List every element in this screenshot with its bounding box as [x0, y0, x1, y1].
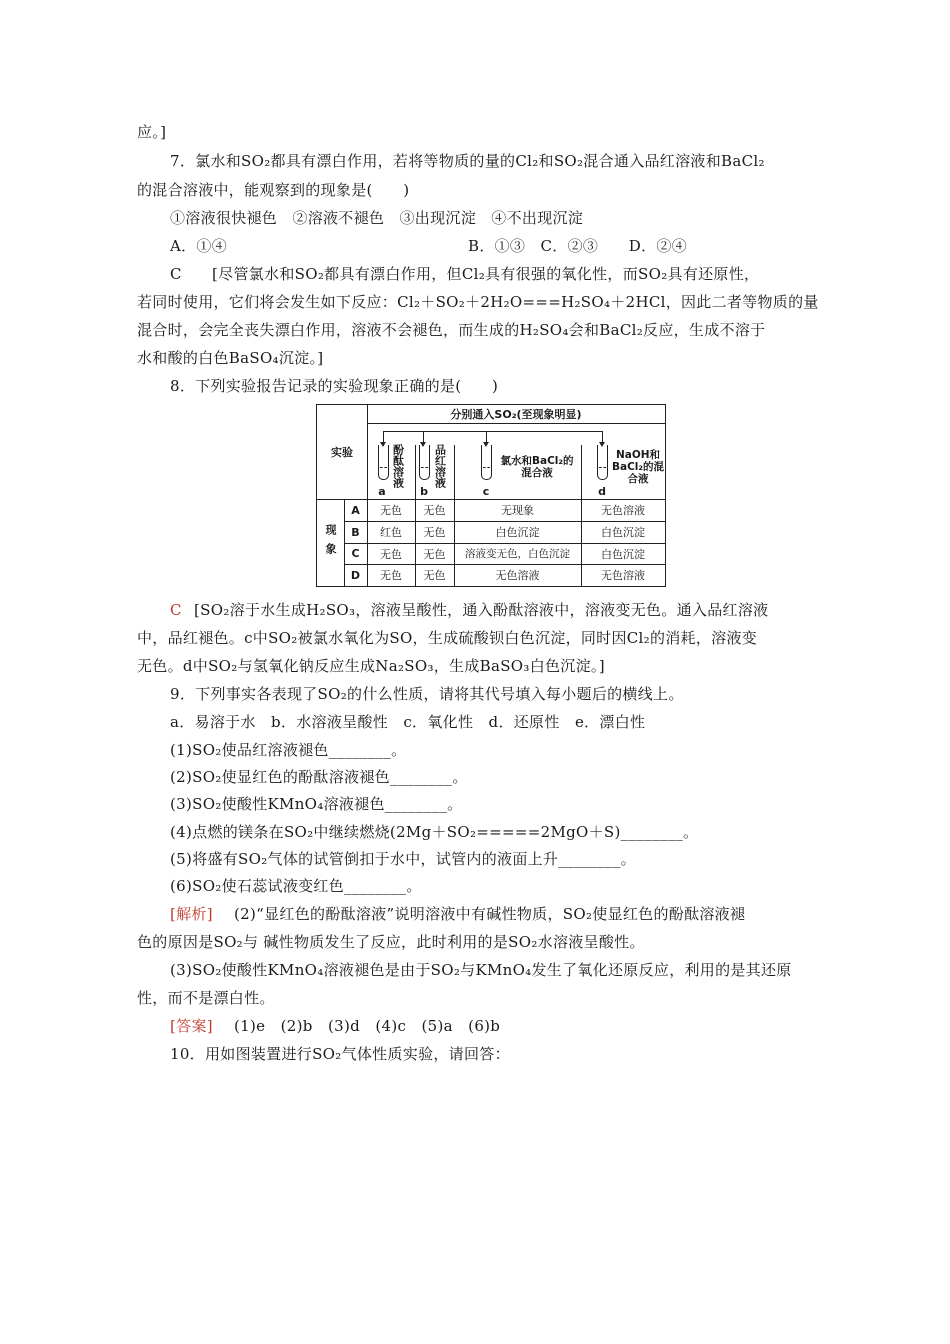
analysis-text: 性，而不是漂白性。: [137, 989, 275, 1007]
tube-c-letter: c: [482, 485, 490, 498]
q7-stem: 7．氯水和SO₂都具有漂白作用，若将等物质的量的Cl₂和SO₂混合通入品红溶液和BaCl₂: [170, 152, 765, 170]
cell-c: 无色溶液: [495, 569, 540, 582]
row-key: A: [351, 503, 360, 517]
answer-text: (1)e (2)b (3)d (4)c (5)a (6)b: [234, 1017, 501, 1035]
q7-answer-letter: C: [170, 265, 182, 283]
tube-b-label: 品红溶液: [433, 444, 447, 488]
q8-answer-text: 无色。d中SO₂与氢氧化钠反应生成Na₂SO₃，生成BaSO₃白色沉淀。]: [137, 657, 605, 675]
test-tube-icon: [481, 445, 492, 480]
q7-options-bcd: B．①③ C．②③ D．②④: [468, 237, 688, 255]
q7-answer-text: 若同时使用，它们将会发生如下反应：Cl₂＋SO₂＋2H₂O===H₂SO₄＋2HCl，因此二者等物质的量: [137, 293, 819, 311]
q8-answer-letter: C: [170, 601, 182, 619]
q10-stem: 10．用如图装置进行SO₂气体性质实验，请回答：: [170, 1045, 510, 1063]
q7-answer-text: 混合时，会完全丧失漂白作用，溶液不会褪色，而生成的H₂SO₄会和BaCl₂反应，生成不溶于: [137, 321, 766, 339]
q9-item-3: (3)SO₂使酸性KMnO₄溶液褪色________。: [170, 795, 463, 813]
q9-item-5: (5)将盛有SO₂气体的试管倒扣于水中，试管内的液面上升________。: [170, 850, 636, 868]
table-header-experiment: 实验: [331, 446, 353, 459]
cell-c: 溶液变无色，白色沉淀: [465, 548, 570, 560]
test-tube-icon: [597, 445, 608, 480]
row-key: D: [350, 568, 361, 582]
test-tube-icon: [419, 445, 430, 480]
cell-a: 无色: [380, 504, 402, 517]
analysis-text: 色的原因是SO₂与 碱性物质发生了反应，此时利用的是SO₂水溶液呈酸性。: [137, 933, 645, 951]
q7-answer-text: 水和酸的白色BaSO₄沉淀。]: [137, 349, 324, 367]
cell-c: 白色沉淀: [495, 526, 540, 539]
answer-tag: [答案]: [170, 1017, 213, 1035]
q8-answer-text: 中，品红褪色。c中SO₂被氯水氧化为SO，生成硫酸钡白色沉淀，同时因Cl₂的消耗，溶液变: [137, 629, 758, 647]
q7-stem-cont: 的混合溶液中，能观察到的现象是( ): [137, 181, 410, 199]
tube-d-letter: d: [598, 485, 606, 498]
cell-d: 无色溶液: [601, 504, 645, 517]
tube-b-letter: b: [420, 485, 428, 498]
table-row-label: 现象: [324, 523, 337, 562]
q8-stem: 8．下列实验报告记录的实验现象正确的是( ): [170, 377, 499, 395]
cell-a: 无色: [380, 547, 402, 561]
q9-stem: 9．下列事实各表现了SO₂的什么性质，请将其代号填入每小题后的横线上。: [170, 685, 684, 703]
row-key: C: [351, 547, 360, 560]
analysis-tag: [解析]: [170, 905, 213, 923]
tube-a-letter: a: [378, 485, 386, 498]
cell-c: 无现象: [501, 504, 534, 517]
cell-a: 无色: [380, 569, 402, 582]
cell-d: 白色沉淀: [601, 526, 645, 539]
q9-item-4: (4)点燃的镁条在SO₂中继续燃烧(2Mg＋SO₂=====2MgO＋S)________。: [170, 823, 699, 841]
q7-items: ①溶液很快褪色 ②溶液不褪色 ③出现沉淀 ④不出现沉淀: [170, 209, 584, 227]
experiment-table: [316, 404, 666, 587]
q9-item-6: (6)SO₂使石蕊试液变红色________。: [170, 877, 422, 895]
analysis-text: (2)“显红色的酚酞溶液”说明溶液中有碱性物质，SO₂使显红色的酚酞溶液褪: [234, 905, 746, 923]
q9-options: a．易溶于水 b．水溶液呈酸性 c．氧化性 d．还原性 e．漂白性: [170, 713, 646, 731]
cell-b: 无色: [423, 569, 446, 582]
q7-option-a: A．①④: [170, 237, 228, 255]
cell-b: 无色: [423, 526, 446, 539]
cell-b: 无色: [423, 504, 446, 517]
test-tube-icon: [378, 445, 389, 480]
analysis-text: (3)SO₂使酸性KMnO₄溶液褪色是由于SO₂与KMnO₄发生了氧化还原反应，利用的是其还原: [170, 961, 792, 979]
tube-a-label: 酚酞溶液: [391, 444, 405, 488]
cell-a: 红色: [380, 526, 402, 539]
q8-answer-text: [SO₂溶于水生成H₂SO₃，溶液呈酸性，通入酚酞溶液中，溶液变无色。通入品红溶液: [194, 601, 769, 619]
row-key: B: [351, 525, 360, 539]
tube-d-label: NaOH和BaCl₂的混合液: [612, 449, 664, 485]
cell-d: 白色沉淀: [601, 547, 645, 561]
cell-b: 无色: [423, 547, 446, 561]
cell-d: 无色溶液: [601, 569, 645, 582]
q7-answer-text: [尽管氯水和SO₂都具有漂白作用，但Cl₂具有很强的氧化性，而SO₂具有还原性，: [212, 265, 760, 283]
q9-item-2: (2)SO₂使显红色的酚酞溶液褪色________。: [170, 768, 468, 786]
tube-c-label: 氯水和BaCl₂的混合液: [500, 455, 574, 479]
table-header-top: 分别通入SO₂(至现象明显): [450, 408, 582, 421]
q9-item-1: (1)SO₂使品红溶液褪色________。: [170, 741, 407, 759]
text-line: 应。]: [137, 123, 167, 141]
